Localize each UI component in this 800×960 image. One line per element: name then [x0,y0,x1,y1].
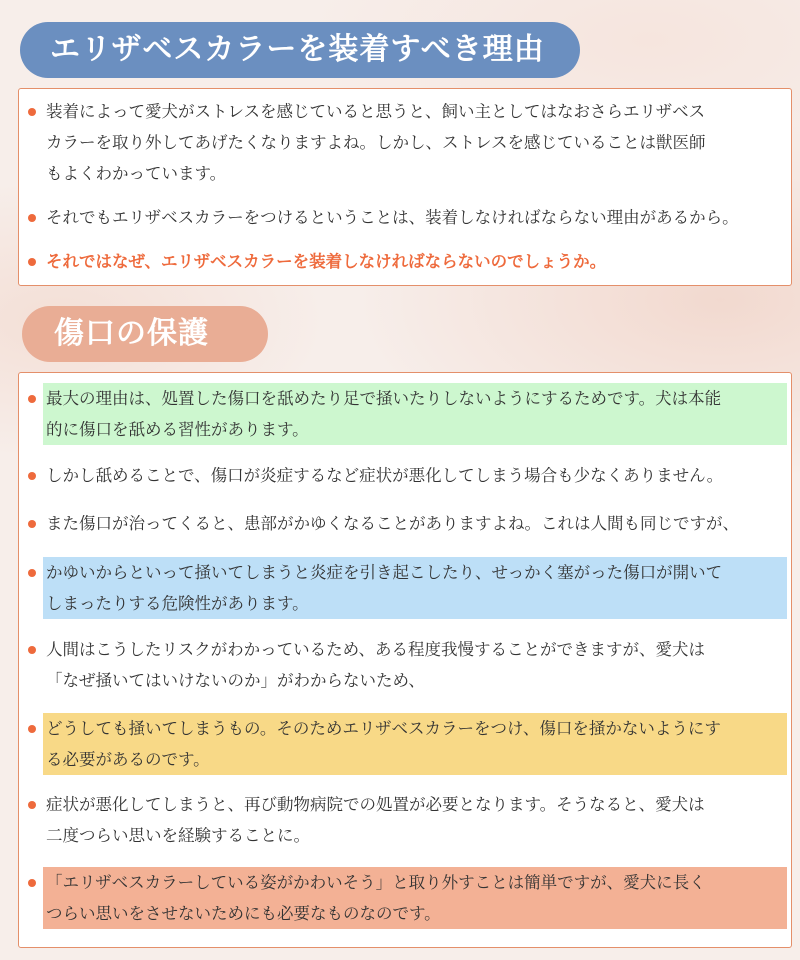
item-text: しかし舐めることで、傷口が炎症するなど症状が悪化してしまう場合も少なくありません。 [46,466,724,485]
bullet-dot [28,258,36,266]
list-item [19,867,791,929]
list-item [19,557,791,619]
list-item [19,634,791,696]
item-text: 症状が悪化してしまうと、再び動物病院での処置が必要となります。そうなると、愛犬は 二度つらい思いを経験することに。 [46,795,705,845]
section-heading-wound-protection: 傷口の保護 [22,306,268,362]
list-item [19,202,791,233]
wound-protection-box [18,372,792,948]
bullet-dot [28,520,36,528]
bullet-dot [28,472,36,480]
list-item [19,713,791,775]
item-text: 人間はこうしたリスクがわかっているため、ある程度我慢することができますが、愛犬は 「なぜ掻いてはいけないのか」がわからないため、 [46,640,706,690]
item-text-highlighted: かゆいからといって掻いてしまうと炎症を引き起こしたり、せっかく塞がった傷口が開いて しまったりする危険性があります。 [43,557,787,619]
item-text-highlighted: どうしても掻いてしまうもの。そのためエリザベスカラーをつけ、傷口を掻かないようにす る必要があるのです。 [43,713,787,775]
bullet-dot [28,725,36,733]
item-text: また傷口が治ってくると、患部がかゆくなることがありますよね。これは人間も同じですが、 [46,514,739,533]
bullet-dot [28,879,36,887]
list-item [19,383,791,445]
list-item [19,789,791,851]
item-text: 装着によって愛犬がストレスを感じていると思うと、飼い主としてはなおさらエリザベス カラーを取り外してあげたくなりますよね。しかし、ストレスを感じていることは獣医師 もよくわかっています。 [46,102,706,183]
bullet-dot [28,801,36,809]
bullet-dot [28,214,36,222]
item-text-highlighted: 最大の理由は、処置した傷口を舐めたり足で掻いたりしないようにするためです。犬は本能 的に傷口を舐める習性があります。 [43,383,787,445]
reasons-box [18,88,792,286]
item-text-highlighted: 「エリザベスカラーしている姿がかわいそう」と取り外すことは簡単ですが、愛犬に長く つらい思いをさせないためにも必要なものなのです。 [43,867,787,929]
list-item [19,460,791,491]
bullet-dot [28,108,36,116]
list-item [19,96,791,189]
item-text: それでもエリザベスカラーをつけるということは、装着しなければならない理由があるから。 [46,208,739,227]
list-item [19,246,791,277]
bullet-dot [28,646,36,654]
bullet-dot [28,395,36,403]
bullet-dot [28,569,36,577]
item-text-emphasis: それではなぜ、エリザベスカラーを装着しなければならないのでしょうか。 [46,252,607,271]
section-heading-reasons: エリザベスカラーを装着すべき理由 [20,22,580,78]
list-item [19,508,791,539]
